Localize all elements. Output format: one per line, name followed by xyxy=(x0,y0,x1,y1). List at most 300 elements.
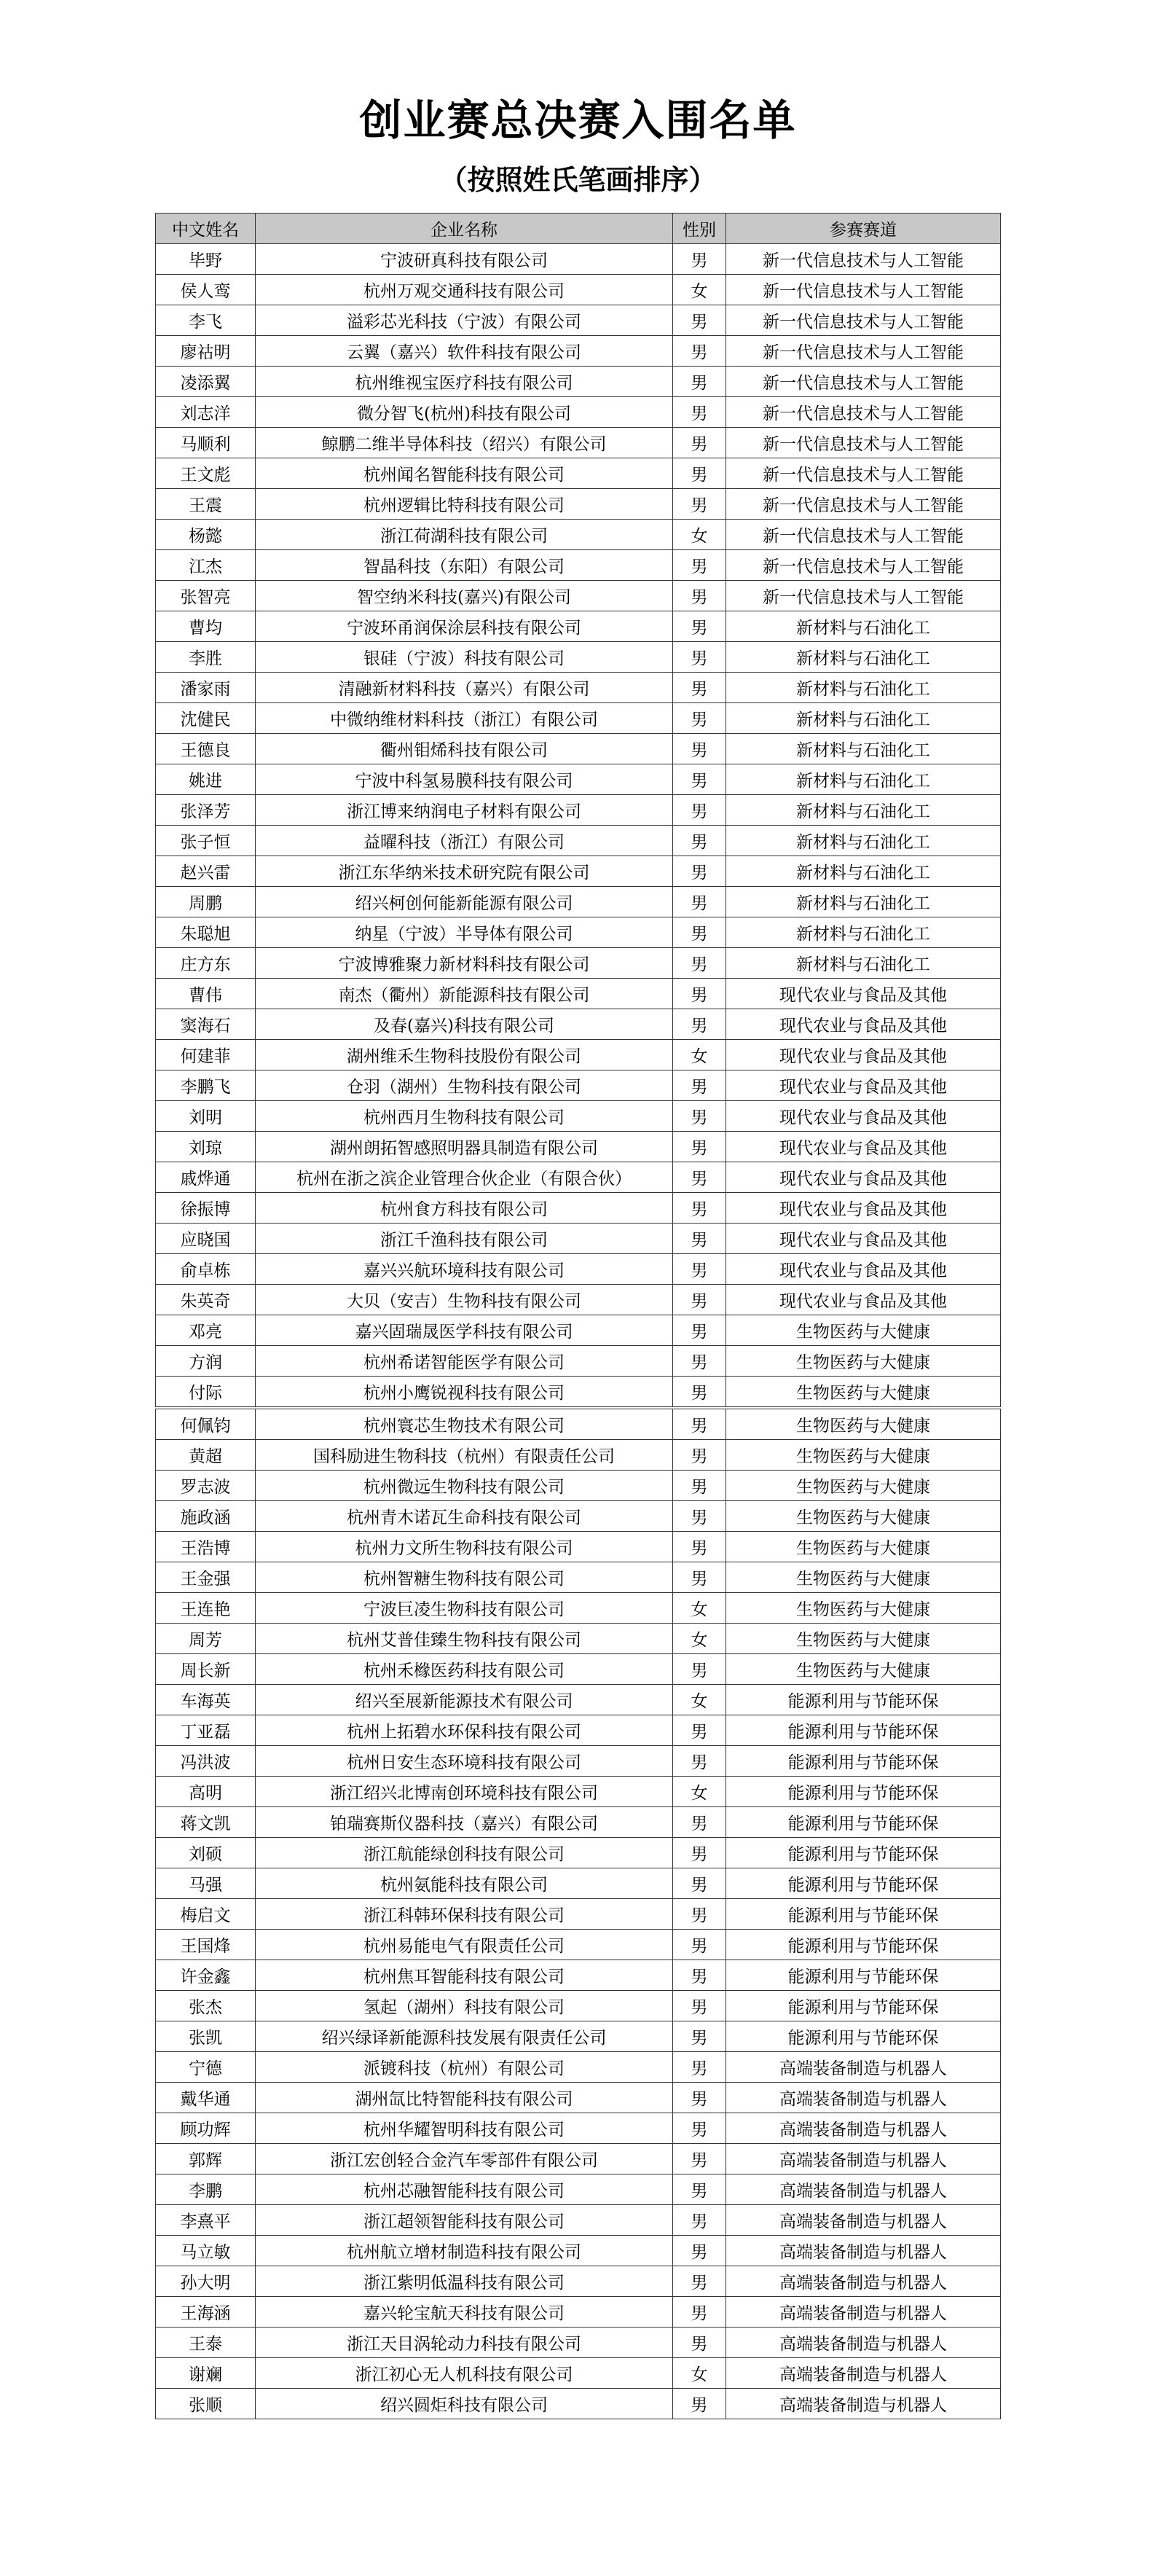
table-row xyxy=(156,1224,1001,1254)
cell-company: 杭州华耀智明科技有限公司 xyxy=(256,2113,673,2144)
cell-gender: 男 xyxy=(673,550,726,581)
cell-name: 杨懿 xyxy=(156,520,256,550)
cell-track: 生物医药与大健康 xyxy=(726,1377,1001,1409)
cell-gender: 男 xyxy=(673,1346,726,1377)
table-row xyxy=(156,520,1001,550)
cell-company: 杭州力文所生物科技有限公司 xyxy=(256,1532,673,1562)
cell-gender: 男 xyxy=(673,1009,726,1040)
table-row xyxy=(156,1501,1001,1532)
cell-track: 新一代信息技术与人工智能 xyxy=(726,336,1001,367)
cell-gender: 女 xyxy=(673,1777,726,1807)
table-row xyxy=(156,1899,1001,1930)
cell-name: 刘硕 xyxy=(156,1838,256,1868)
cell-name: 周长新 xyxy=(156,1654,256,1685)
cell-gender: 男 xyxy=(673,1532,726,1562)
cell-track: 新材料与石油化工 xyxy=(726,887,1001,917)
cell-company: 纳星（宁波）半导体有限公司 xyxy=(256,917,673,948)
cell-company: 杭州上拓碧水环保科技有限公司 xyxy=(256,1715,673,1746)
cell-company: 浙江超领智能科技有限公司 xyxy=(256,2205,673,2236)
table-row xyxy=(156,1285,1001,1315)
cell-gender: 男 xyxy=(673,2266,726,2297)
cell-track: 新材料与石油化工 xyxy=(726,856,1001,887)
cell-gender: 男 xyxy=(673,2113,726,2144)
cell-gender: 男 xyxy=(673,1562,726,1593)
cell-gender: 男 xyxy=(673,1224,726,1254)
table-row xyxy=(156,673,1001,703)
cell-company: 溢彩芯光科技（宁波）有限公司 xyxy=(256,305,673,336)
cell-company: 杭州艾普佳臻生物科技有限公司 xyxy=(256,1624,673,1654)
cell-company: 杭州青木诺瓦生命科技有限公司 xyxy=(256,1501,673,1532)
cell-gender: 男 xyxy=(673,1377,726,1409)
table-row xyxy=(156,1654,1001,1685)
cell-name: 庄方东 xyxy=(156,948,256,979)
cell-track: 能源利用与节能环保 xyxy=(726,1838,1001,1868)
cell-track: 现代农业与食品及其他 xyxy=(726,1009,1001,1040)
cell-gender: 女 xyxy=(673,1624,726,1654)
table-row xyxy=(156,764,1001,795)
cell-name: 黄超 xyxy=(156,1440,256,1471)
cell-track: 新一代信息技术与人工智能 xyxy=(726,550,1001,581)
cell-track: 生物医药与大健康 xyxy=(726,1408,1001,1440)
header-track: 参赛赛道 xyxy=(726,214,1001,244)
cell-name: 曹均 xyxy=(156,611,256,642)
cell-name: 李飞 xyxy=(156,305,256,336)
cell-gender: 男 xyxy=(673,1101,726,1132)
cell-track: 高端装备制造与机器人 xyxy=(726,2266,1001,2297)
cell-gender: 男 xyxy=(673,1408,726,1440)
cell-company: 浙江东华纳米技术研究院有限公司 xyxy=(256,856,673,887)
table-row xyxy=(156,1471,1001,1501)
cell-company: 浙江航能绿创科技有限公司 xyxy=(256,1838,673,1868)
cell-company: 杭州西月生物科技有限公司 xyxy=(256,1101,673,1132)
cell-company: 大贝（安吉）生物科技有限公司 xyxy=(256,1285,673,1315)
cell-name: 方润 xyxy=(156,1346,256,1377)
cell-name: 张顺 xyxy=(156,2389,256,2419)
table-row xyxy=(156,2144,1001,2174)
cell-gender: 男 xyxy=(673,2144,726,2174)
cell-gender: 男 xyxy=(673,1285,726,1315)
table-row xyxy=(156,2174,1001,2205)
cell-company: 智空纳米科技(嘉兴)有限公司 xyxy=(256,581,673,611)
cell-track: 新一代信息技术与人工智能 xyxy=(726,489,1001,520)
cell-company: 鲸鹏二维半导体科技（绍兴）有限公司 xyxy=(256,428,673,458)
cell-name: 姚进 xyxy=(156,764,256,795)
table-row xyxy=(156,917,1001,948)
cell-name: 宁德 xyxy=(156,2052,256,2083)
cell-company: 微分智飞(杭州)科技有限公司 xyxy=(256,397,673,428)
cell-track: 新一代信息技术与人工智能 xyxy=(726,244,1001,275)
cell-track: 能源利用与节能环保 xyxy=(726,1991,1001,2021)
cell-name: 周芳 xyxy=(156,1624,256,1654)
cell-track: 现代农业与食品及其他 xyxy=(726,1162,1001,1193)
cell-gender: 男 xyxy=(673,367,726,397)
cell-name: 毕野 xyxy=(156,244,256,275)
cell-gender: 男 xyxy=(673,1440,726,1471)
table-header-row xyxy=(156,214,1001,244)
cell-name: 张凯 xyxy=(156,2021,256,2052)
cell-gender: 男 xyxy=(673,917,726,948)
cell-company: 铂瑞赛斯仪器科技（嘉兴）有限公司 xyxy=(256,1807,673,1838)
cell-track: 高端装备制造与机器人 xyxy=(726,2236,1001,2266)
table-row xyxy=(156,1960,1001,1991)
cell-track: 高端装备制造与机器人 xyxy=(726,2297,1001,2328)
header-gender: 性别 xyxy=(673,214,726,244)
cell-track: 高端装备制造与机器人 xyxy=(726,2389,1001,2419)
cell-name: 罗志波 xyxy=(156,1471,256,1501)
cell-gender: 男 xyxy=(673,734,726,764)
table-row xyxy=(156,1807,1001,1838)
cell-gender: 女 xyxy=(673,1685,726,1715)
cell-company: 杭州闻名智能科技有限公司 xyxy=(256,458,673,489)
cell-gender: 男 xyxy=(673,795,726,826)
cell-gender: 男 xyxy=(673,305,726,336)
cell-name: 江杰 xyxy=(156,550,256,581)
cell-name: 窦海石 xyxy=(156,1009,256,1040)
cell-gender: 男 xyxy=(673,1746,726,1777)
table-row xyxy=(156,397,1001,428)
cell-name: 王海涵 xyxy=(156,2297,256,2328)
cell-company: 杭州希诺智能医学有限公司 xyxy=(256,1346,673,1377)
table-row xyxy=(156,1315,1001,1346)
cell-name: 邓亮 xyxy=(156,1315,256,1346)
table-row xyxy=(156,2389,1001,2419)
cell-company: 及春(嘉兴)科技有限公司 xyxy=(256,1009,673,1040)
header-name: 中文姓名 xyxy=(156,214,256,244)
cell-track: 生物医药与大健康 xyxy=(726,1654,1001,1685)
cell-gender: 男 xyxy=(673,2328,726,2358)
cell-name: 刘志洋 xyxy=(156,397,256,428)
finalist-table xyxy=(155,213,1001,2419)
cell-track: 新一代信息技术与人工智能 xyxy=(726,458,1001,489)
cell-gender: 男 xyxy=(673,826,726,856)
cell-track: 新材料与石油化工 xyxy=(726,734,1001,764)
cell-company: 仓羽（湖州）生物科技有限公司 xyxy=(256,1070,673,1101)
cell-name: 谢斓 xyxy=(156,2358,256,2389)
cell-name: 付际 xyxy=(156,1377,256,1409)
table-row xyxy=(156,2358,1001,2389)
cell-gender: 男 xyxy=(673,642,726,673)
page-title: 创业赛总决赛入围名单 xyxy=(359,95,797,145)
cell-track: 生物医药与大健康 xyxy=(726,1562,1001,1593)
cell-track: 现代农业与食品及其他 xyxy=(726,1254,1001,1285)
cell-gender: 男 xyxy=(673,1070,726,1101)
cell-track: 能源利用与节能环保 xyxy=(726,1807,1001,1838)
table-row xyxy=(156,1715,1001,1746)
cell-company: 湖州维禾生物科技股份有限公司 xyxy=(256,1040,673,1070)
cell-company: 杭州逻辑比特科技有限公司 xyxy=(256,489,673,520)
cell-gender: 男 xyxy=(673,1471,726,1501)
cell-company: 浙江初心无人机科技有限公司 xyxy=(256,2358,673,2389)
cell-gender: 男 xyxy=(673,2052,726,2083)
cell-name: 刘明 xyxy=(156,1101,256,1132)
cell-track: 生物医药与大健康 xyxy=(726,1471,1001,1501)
cell-company: 派镀科技（杭州）有限公司 xyxy=(256,2052,673,2083)
cell-company: 银硅（宁波）科技有限公司 xyxy=(256,642,673,673)
table-row xyxy=(156,1070,1001,1101)
table-row xyxy=(156,1162,1001,1193)
cell-gender: 男 xyxy=(673,1868,726,1899)
table-row xyxy=(156,2266,1001,2297)
cell-track: 高端装备制造与机器人 xyxy=(726,2328,1001,2358)
cell-name: 侯人鸾 xyxy=(156,275,256,305)
table-row xyxy=(156,1193,1001,1224)
cell-company: 湖州朗拓智感照明器具制造有限公司 xyxy=(256,1132,673,1162)
table-row xyxy=(156,1562,1001,1593)
cell-name: 曹伟 xyxy=(156,979,256,1009)
cell-company: 嘉兴兴航环境科技有限公司 xyxy=(256,1254,673,1285)
cell-gender: 男 xyxy=(673,887,726,917)
cell-gender: 女 xyxy=(673,2358,726,2389)
cell-company: 杭州航立增材制造科技有限公司 xyxy=(256,2236,673,2266)
cell-track: 高端装备制造与机器人 xyxy=(726,2205,1001,2236)
cell-gender: 男 xyxy=(673,1132,726,1162)
cell-company: 杭州食方科技有限公司 xyxy=(256,1193,673,1224)
cell-company: 杭州禾橼医药科技有限公司 xyxy=(256,1654,673,1685)
cell-company: 嘉兴固瑞晟医学科技有限公司 xyxy=(256,1315,673,1346)
cell-gender: 男 xyxy=(673,1654,726,1685)
cell-name: 李鹏 xyxy=(156,2174,256,2205)
cell-track: 生物医药与大健康 xyxy=(726,1593,1001,1624)
cell-company: 智晶科技（东阳）有限公司 xyxy=(256,550,673,581)
cell-gender: 男 xyxy=(673,2389,726,2419)
cell-name: 王连艳 xyxy=(156,1593,256,1624)
cell-gender: 男 xyxy=(673,1807,726,1838)
table-row xyxy=(156,1868,1001,1899)
table-row xyxy=(156,2113,1001,2144)
cell-gender: 男 xyxy=(673,948,726,979)
cell-track: 新材料与石油化工 xyxy=(726,611,1001,642)
table-row xyxy=(156,1593,1001,1624)
cell-name: 王浩博 xyxy=(156,1532,256,1562)
cell-company: 杭州维视宝医疗科技有限公司 xyxy=(256,367,673,397)
cell-track: 高端装备制造与机器人 xyxy=(726,2144,1001,2174)
table-row xyxy=(156,2328,1001,2358)
cell-name: 应晓国 xyxy=(156,1224,256,1254)
table-row xyxy=(156,2021,1001,2052)
cell-company: 杭州芯融智能科技有限公司 xyxy=(256,2174,673,2205)
cell-name: 凌添翼 xyxy=(156,367,256,397)
cell-gender: 男 xyxy=(673,764,726,795)
cell-company: 杭州微远生物科技有限公司 xyxy=(256,1471,673,1501)
header-company: 企业名称 xyxy=(256,214,673,244)
cell-gender: 女 xyxy=(673,520,726,550)
cell-name: 张子恒 xyxy=(156,826,256,856)
cell-name: 李鹏飞 xyxy=(156,1070,256,1101)
cell-gender: 男 xyxy=(673,1838,726,1868)
cell-track: 高端装备制造与机器人 xyxy=(726,2052,1001,2083)
cell-gender: 女 xyxy=(673,1593,726,1624)
cell-name: 朱英奇 xyxy=(156,1285,256,1315)
table-row xyxy=(156,2052,1001,2083)
cell-track: 能源利用与节能环保 xyxy=(726,1960,1001,1991)
cell-company: 浙江科韩环保科技有限公司 xyxy=(256,1899,673,1930)
table-row xyxy=(156,275,1001,305)
cell-name: 李熹平 xyxy=(156,2205,256,2236)
cell-track: 生物医药与大健康 xyxy=(726,1346,1001,1377)
cell-company: 浙江博来纳润电子材料有限公司 xyxy=(256,795,673,826)
cell-gender: 男 xyxy=(673,703,726,734)
cell-name: 高明 xyxy=(156,1777,256,1807)
cell-name: 王文彪 xyxy=(156,458,256,489)
cell-track: 新一代信息技术与人工智能 xyxy=(726,520,1001,550)
cell-name: 戚烨通 xyxy=(156,1162,256,1193)
cell-company: 杭州寰芯生物技术有限公司 xyxy=(256,1408,673,1440)
cell-company: 浙江绍兴北博南创环境科技有限公司 xyxy=(256,1777,673,1807)
cell-company: 南杰（衢州）新能源科技有限公司 xyxy=(256,979,673,1009)
cell-name: 马立敏 xyxy=(156,2236,256,2266)
cell-track: 能源利用与节能环保 xyxy=(726,2021,1001,2052)
cell-name: 蒋文凯 xyxy=(156,1807,256,1838)
cell-name: 戴华通 xyxy=(156,2083,256,2113)
cell-gender: 男 xyxy=(673,428,726,458)
cell-company: 浙江千渔科技有限公司 xyxy=(256,1224,673,1254)
cell-gender: 男 xyxy=(673,1960,726,1991)
table-row xyxy=(156,2297,1001,2328)
cell-track: 新材料与石油化工 xyxy=(726,642,1001,673)
cell-gender: 男 xyxy=(673,2083,726,2113)
cell-gender: 男 xyxy=(673,1991,726,2021)
cell-name: 马顺利 xyxy=(156,428,256,458)
cell-company: 浙江天目涡轮动力科技有限公司 xyxy=(256,2328,673,2358)
cell-name: 徐振博 xyxy=(156,1193,256,1224)
table-row xyxy=(156,1132,1001,1162)
cell-gender: 男 xyxy=(673,336,726,367)
table-row xyxy=(156,367,1001,397)
cell-name: 丁亚磊 xyxy=(156,1715,256,1746)
cell-track: 能源利用与节能环保 xyxy=(726,1746,1001,1777)
page-subtitle: （按照姓氏笔画排序） xyxy=(439,164,717,196)
cell-name: 张泽芳 xyxy=(156,795,256,826)
cell-company: 益曜科技（浙江）有限公司 xyxy=(256,826,673,856)
table-row xyxy=(156,1040,1001,1070)
cell-name: 王国烽 xyxy=(156,1930,256,1960)
cell-gender: 男 xyxy=(673,1162,726,1193)
cell-name: 李胜 xyxy=(156,642,256,673)
cell-company: 衢州钼烯科技有限公司 xyxy=(256,734,673,764)
cell-name: 何建菲 xyxy=(156,1040,256,1070)
cell-track: 现代农业与食品及其他 xyxy=(726,1040,1001,1070)
cell-track: 新材料与石油化工 xyxy=(726,948,1001,979)
table-row xyxy=(156,2205,1001,2236)
cell-track: 现代农业与食品及其他 xyxy=(726,1070,1001,1101)
cell-track: 新一代信息技术与人工智能 xyxy=(726,305,1001,336)
cell-name: 王德良 xyxy=(156,734,256,764)
cell-name: 廖祜明 xyxy=(156,336,256,367)
cell-track: 生物医药与大健康 xyxy=(726,1624,1001,1654)
cell-name: 刘琼 xyxy=(156,1132,256,1162)
cell-name: 梅启文 xyxy=(156,1899,256,1930)
table-row xyxy=(156,1377,1001,1409)
table-row xyxy=(156,550,1001,581)
table-row xyxy=(156,979,1001,1009)
table-row xyxy=(156,1777,1001,1807)
cell-track: 现代农业与食品及其他 xyxy=(726,1132,1001,1162)
cell-track: 现代农业与食品及其他 xyxy=(726,1224,1001,1254)
cell-company: 杭州易能电气有限责任公司 xyxy=(256,1930,673,1960)
table-row xyxy=(156,336,1001,367)
cell-track: 新一代信息技术与人工智能 xyxy=(726,275,1001,305)
cell-track: 新材料与石油化工 xyxy=(726,795,1001,826)
cell-track: 新材料与石油化工 xyxy=(726,826,1001,856)
cell-company: 杭州小鹰锐视科技有限公司 xyxy=(256,1377,673,1409)
cell-company: 宁波博雅聚力新材料科技有限公司 xyxy=(256,948,673,979)
cell-company: 云翼（嘉兴）软件科技有限公司 xyxy=(256,336,673,367)
cell-name: 俞卓栋 xyxy=(156,1254,256,1285)
table-row xyxy=(156,458,1001,489)
cell-track: 现代农业与食品及其他 xyxy=(726,1193,1001,1224)
cell-company: 嘉兴轮宝航天科技有限公司 xyxy=(256,2297,673,2328)
cell-company: 杭州日安生态环境科技有限公司 xyxy=(256,1746,673,1777)
cell-track: 能源利用与节能环保 xyxy=(726,1930,1001,1960)
cell-company: 绍兴柯创何能新能源有限公司 xyxy=(256,887,673,917)
cell-company: 宁波中科氢易膜科技有限公司 xyxy=(256,764,673,795)
cell-name: 何佩钧 xyxy=(156,1408,256,1440)
cell-company: 中微纳维材料科技（浙江）有限公司 xyxy=(256,703,673,734)
cell-track: 能源利用与节能环保 xyxy=(726,1715,1001,1746)
cell-name: 王金强 xyxy=(156,1562,256,1593)
cell-name: 王震 xyxy=(156,489,256,520)
table-row xyxy=(156,795,1001,826)
cell-track: 现代农业与食品及其他 xyxy=(726,1101,1001,1132)
cell-gender: 男 xyxy=(673,1899,726,1930)
table-row xyxy=(156,1408,1001,1440)
table-row xyxy=(156,1101,1001,1132)
cell-company: 清融新材料科技（嘉兴）有限公司 xyxy=(256,673,673,703)
cell-gender: 男 xyxy=(673,2236,726,2266)
cell-gender: 男 xyxy=(673,611,726,642)
cell-gender: 女 xyxy=(673,275,726,305)
cell-track: 能源利用与节能环保 xyxy=(726,1685,1001,1715)
table-row xyxy=(156,1991,1001,2021)
cell-name: 张智亮 xyxy=(156,581,256,611)
cell-company: 杭州在浙之滨企业管理合伙企业（有限合伙） xyxy=(256,1162,673,1193)
cell-company: 浙江宏创轻合金汽车零部件有限公司 xyxy=(256,2144,673,2174)
cell-track: 新材料与石油化工 xyxy=(726,764,1001,795)
table-row xyxy=(156,611,1001,642)
cell-track: 新材料与石油化工 xyxy=(726,703,1001,734)
table-row xyxy=(156,581,1001,611)
cell-company: 杭州万观交通科技有限公司 xyxy=(256,275,673,305)
table-row xyxy=(156,1532,1001,1562)
cell-track: 新材料与石油化工 xyxy=(726,917,1001,948)
cell-track: 能源利用与节能环保 xyxy=(726,1777,1001,1807)
cell-name: 孙大明 xyxy=(156,2266,256,2297)
cell-gender: 男 xyxy=(673,1501,726,1532)
cell-name: 朱聪旭 xyxy=(156,917,256,948)
cell-company: 绍兴至展新能源技术有限公司 xyxy=(256,1685,673,1715)
table-row xyxy=(156,244,1001,275)
cell-company: 氢起（湖州）科技有限公司 xyxy=(256,1991,673,2021)
table-row xyxy=(156,1685,1001,1715)
cell-track: 生物医药与大健康 xyxy=(726,1501,1001,1532)
cell-track: 能源利用与节能环保 xyxy=(726,1868,1001,1899)
cell-company: 宁波环甬润保涂层科技有限公司 xyxy=(256,611,673,642)
cell-name: 沈健民 xyxy=(156,703,256,734)
table-row xyxy=(156,1930,1001,1960)
table-row xyxy=(156,642,1001,673)
cell-name: 顾功辉 xyxy=(156,2113,256,2144)
cell-track: 新一代信息技术与人工智能 xyxy=(726,581,1001,611)
cell-name: 张杰 xyxy=(156,1991,256,2021)
cell-track: 生物医药与大健康 xyxy=(726,1315,1001,1346)
table-body xyxy=(156,244,1001,2419)
cell-name: 施政涵 xyxy=(156,1501,256,1532)
cell-track: 高端装备制造与机器人 xyxy=(726,2358,1001,2389)
cell-name: 王泰 xyxy=(156,2328,256,2358)
cell-name: 冯洪波 xyxy=(156,1746,256,1777)
cell-name: 赵兴雷 xyxy=(156,856,256,887)
cell-gender: 男 xyxy=(673,673,726,703)
